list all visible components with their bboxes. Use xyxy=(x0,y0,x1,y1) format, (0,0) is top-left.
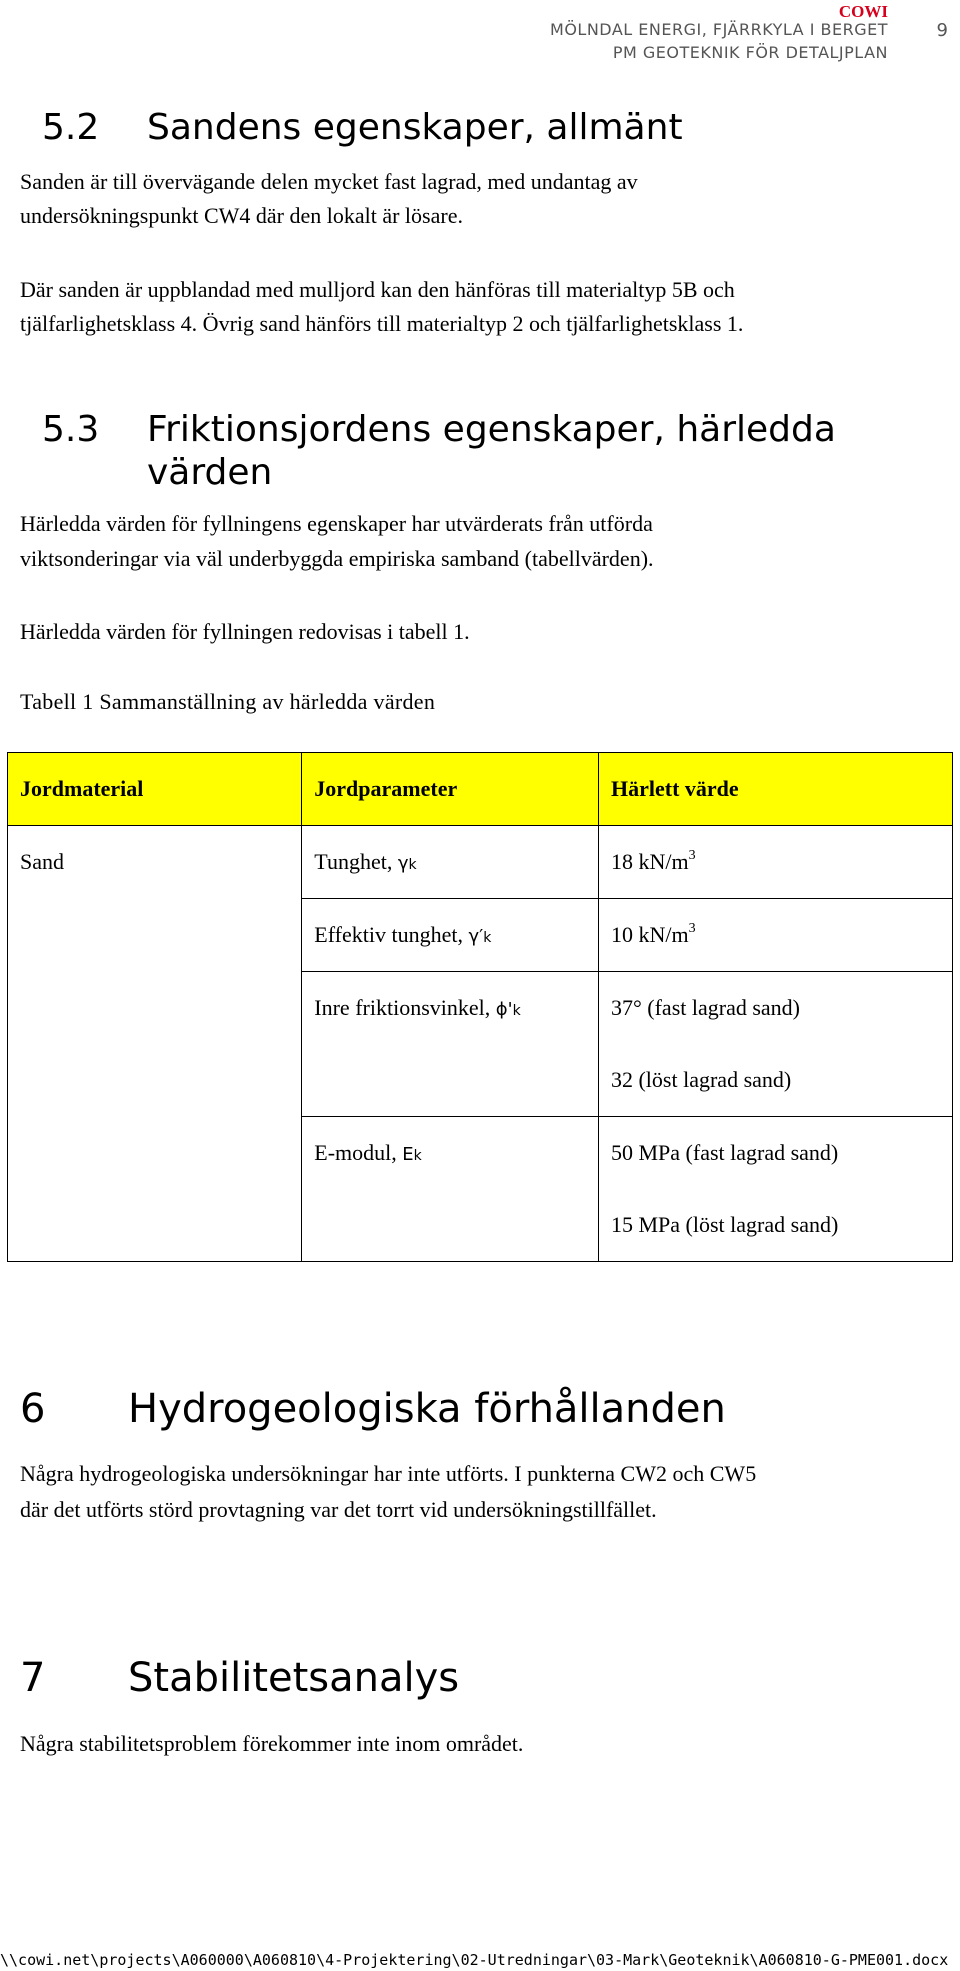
e-symbol: E xyxy=(402,1144,414,1165)
material-cell-empty xyxy=(8,972,302,1117)
table-header-row xyxy=(8,753,953,826)
value-cell: 10 $kN/m^3$ xyxy=(598,899,952,972)
gamma-symbol: γ xyxy=(397,853,409,874)
sec-6-para-line1: Några hydrogeologiska undersökningar har inte utförts. I punkterna CW2 och CW5 xyxy=(20,1461,757,1486)
heading-5-2-title: Sandens egenskaper, allmänt xyxy=(147,107,683,148)
value-cell: 37° (fast lagrad sand) 32 (löst lagrad sand) xyxy=(598,972,952,1117)
header-harlett-varde: Härlett värde xyxy=(598,753,952,826)
header-jordmaterial: Jordmaterial xyxy=(8,753,302,826)
sec-5-2-para2-line2: tjälfarlighetsklass 4. Övrig sand hänförs till materialtyp 2 och tjälfarlighetsklass 1. xyxy=(20,311,744,336)
value-cell: 18 $kN/m^3$ xyxy=(598,826,952,899)
material-cell-empty xyxy=(8,1117,302,1262)
heading-5-3-title-line2: värden xyxy=(147,452,273,493)
header-jordparameter: Jordparameter xyxy=(302,753,599,826)
material-cell: Sand xyxy=(8,826,302,899)
param-cell: Effektiv tunghet, γ′k xyxy=(302,899,599,972)
cowi-logo: COWI xyxy=(838,2,888,21)
heading-6-number: 6 xyxy=(20,1386,46,1432)
table-caption: Tabell 1 Sammanställning av härledda värden xyxy=(20,689,436,714)
heading-5-3-number: 5.3 xyxy=(42,409,100,450)
sec-6-para-line2: där det utförts störd provtagning var det torrt vid undersökningstillfället. xyxy=(20,1497,657,1522)
sec-5-3-para1-line2: viktsonderingar via väl underbyggda empiriska samband (tabellvärden). xyxy=(20,546,654,571)
sec-5-3-para2: Härledda värden för fyllningen redovisas i tabell 1. xyxy=(20,619,470,644)
table-row xyxy=(8,972,953,1117)
param-cell: Inre friktionsvinkel, ϕ'k xyxy=(302,972,599,1117)
gamma-prime-symbol: γ′ xyxy=(468,926,484,947)
param-cell: Tunghet, γk xyxy=(302,826,599,899)
header-document-title: PM GEOTEKNIK FÖR DETALJPLAN xyxy=(612,43,888,62)
phi-symbol: ϕ' xyxy=(495,999,513,1020)
heading-6-title: Hydrogeologiska förhållanden xyxy=(128,1386,726,1432)
sec-7-para: Några stabilitetsproblem förekommer inte inom området. xyxy=(20,1731,524,1756)
table-row xyxy=(8,899,953,972)
table-row xyxy=(8,826,953,899)
sec-5-2-para1-line2: undersökningspunkt CW4 där den lokalt är lösare. xyxy=(20,203,463,228)
header-project-title: MÖLNDAL ENERGI, FJÄRRKYLA I BERGET xyxy=(550,20,888,39)
heading-7-number: 7 xyxy=(20,1655,46,1701)
material-cell-empty xyxy=(8,899,302,972)
sec-5-2-para1-line1: Sanden är till övervägande delen mycket fast lagrad, med undantag av xyxy=(20,169,638,194)
value-cell: 50 MPa (fast lagrad sand) 15 MPa (löst lagrad sand) xyxy=(598,1117,952,1262)
heading-7-title: Stabilitetsanalys xyxy=(128,1655,460,1701)
sec-5-2-para2-line1: Där sanden är uppblandad med mulljord kan den hänföras till materialtyp 5B och xyxy=(20,277,735,302)
footer-file-path: \\cowi.net\projects\A060000\A060810\4-Projektering\02-Utredningar\03-Mark\Geoteknik\A060810-G-PME001.docx xyxy=(0,1951,949,1969)
derived-values-table xyxy=(7,752,953,1262)
param-cell: E-modul, Ek xyxy=(302,1117,599,1262)
table-row xyxy=(8,1117,953,1262)
page-number: 9 xyxy=(936,20,948,41)
heading-5-3-title-line1: Friktionsjordens egenskaper, härledda xyxy=(147,409,836,450)
sec-5-3-para1-line1: Härledda värden för fyllningens egenskaper har utvärderats från utförda xyxy=(20,511,653,536)
heading-5-2-number: 5.2 xyxy=(42,107,100,148)
